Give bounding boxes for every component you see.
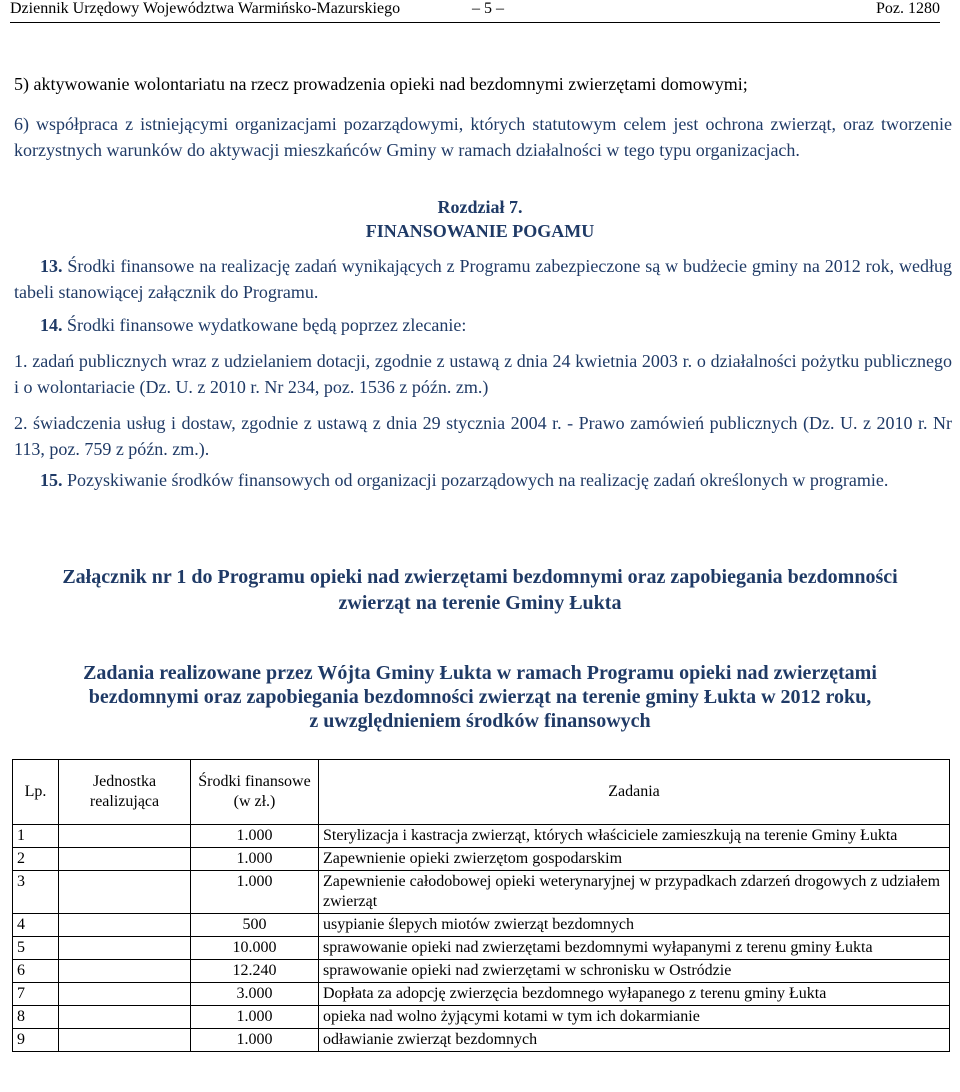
table-row xyxy=(13,960,950,983)
paragraph-13 xyxy=(14,253,952,305)
paragraph-13-text: Środki finansowe na realizację zadań wynikających z Programu zabezpieczone są w budżecie gminy na 2012 rok, według tabeli stanowiącej załącznik do Programu. xyxy=(14,256,952,302)
paragraph-14-text: Środki finansowe wydatkowane będą poprzez zlecanie: xyxy=(67,315,467,335)
cell-lp: 1 xyxy=(13,825,59,848)
chapter-number: Rozdział 7. xyxy=(437,197,523,217)
cell-task: sprawowanie opieki nad zwierzętami bezdomnymi wyłapanymi z terenu gminy Łukta xyxy=(319,937,950,960)
cell-lp: 7 xyxy=(13,983,59,1006)
attachment-subtitle-line-3: z uwzględnieniem środków finansowych xyxy=(309,710,651,732)
header-unit: Jednostka realizująca xyxy=(59,760,191,825)
cell-unit xyxy=(59,871,191,914)
header-funds: Środki finansowe (w zł.) xyxy=(191,760,319,825)
attachment-subtitle-line-2: bezdomnymi oraz zapobiegania bezdomności zwierząt na terenie gminy Łukta w 2012 roku, xyxy=(88,686,872,708)
paragraph-14 xyxy=(14,312,952,338)
position-number: Poz. 1280 xyxy=(876,0,940,17)
cell-unit xyxy=(59,825,191,848)
header-lp: Lp. xyxy=(13,760,59,825)
cell-task: Zapewnienie opieki zwierzętom gospodarskim xyxy=(319,848,950,871)
attachment-subtitle-line-1: Zadania realizowane przez Wójta Gminy Łukta w ramach Programu opieki nad zwierzętami xyxy=(83,662,877,684)
page-number: – 5 – xyxy=(472,0,504,17)
cell-unit xyxy=(59,983,191,1006)
cell-funds: 1.000 xyxy=(191,1029,319,1052)
cell-unit xyxy=(59,848,191,871)
cell-funds: 3.000 xyxy=(191,983,319,1006)
chapter-title: FINANSOWANIE POGAMU xyxy=(365,221,595,241)
table-row xyxy=(13,871,950,914)
cell-task: usypianie ślepych miotów zwierząt bezdomnych xyxy=(319,914,950,937)
table-row xyxy=(13,983,950,1006)
cell-funds: 1.000 xyxy=(191,825,319,848)
table-row xyxy=(13,1006,950,1029)
cell-unit xyxy=(59,960,191,983)
paragraph-13-number: 13. xyxy=(40,256,63,276)
cell-task: Sterylizacja i kastracja zwierząt, których właściciele zamieszkują na terenie Gminy Łukta xyxy=(319,825,950,848)
attachment-title-line-2: zwierząt na terenie Gminy Łukta xyxy=(338,592,622,614)
header-tasks: Zadania xyxy=(319,760,950,825)
cell-funds: 12.240 xyxy=(191,960,319,983)
item-6: 6) współpraca z istniejącymi organizacjami pozarządowymi, których statutowym celem jest ochrona zwierząt, oraz tworzenie korzystnych warunków do aktywacji mieszkańców Gminy w ramach działalności w tego typu organizacjach. xyxy=(14,114,952,160)
cell-funds: 1.000 xyxy=(191,871,319,914)
table-row xyxy=(13,914,950,937)
cell-task: sprawowanie opieki nad zwierzętami w schronisku w Ostródzie xyxy=(319,960,950,983)
cell-lp: 4 xyxy=(13,914,59,937)
list-item-1: 1. zadań publicznych wraz z udzielaniem dotacji, zgodnie z ustawą z dnia 24 kwietnia 2003 r. o działalności pożytku publicznego i o wolontariacie (Dz. U. z 2010 r. Nr 234, poz. 1536 z późn. zm.) xyxy=(14,351,952,397)
paragraph-14-number: 14. xyxy=(40,315,63,335)
paragraph-15 xyxy=(14,467,952,493)
cell-task: opieka nad wolno żyjącymi kotami w tym ich dokarmianie xyxy=(319,1006,950,1029)
cell-lp: 9 xyxy=(13,1029,59,1052)
table-row xyxy=(13,825,950,848)
attachment-title-line-1: Załącznik nr 1 do Programu opieki nad zwierzętami bezdomnymi oraz zapobiegania bezdomności xyxy=(62,566,898,588)
cell-lp: 2 xyxy=(13,848,59,871)
cell-lp: 6 xyxy=(13,960,59,983)
cell-unit xyxy=(59,1006,191,1029)
cell-task: odławianie zwierząt bezdomnych xyxy=(319,1029,950,1052)
table-row xyxy=(13,937,950,960)
funding-table xyxy=(12,759,950,1052)
item-5: 5) aktywowanie wolontariatu na rzecz prowadzenia opieki nad bezdomnymi zwierzętami domowymi; xyxy=(14,74,748,94)
cell-funds: 1.000 xyxy=(191,1006,319,1029)
cell-funds: 500 xyxy=(191,914,319,937)
cell-lp: 5 xyxy=(13,937,59,960)
table-row xyxy=(13,848,950,871)
cell-lp: 3 xyxy=(13,871,59,914)
page-header xyxy=(10,0,940,23)
cell-unit xyxy=(59,914,191,937)
list-item-2: 2. świadczenia usług i dostaw, zgodnie z ustawą z dnia 29 stycznia 2004 r. - Prawo zamówień publicznych (Dz. U. z 2010 r. Nr 113, poz. 759 z późn. zm.). xyxy=(14,413,952,459)
cell-task: Zapewnienie całodobowej opieki weterynaryjnej w przypadkach zdarzeń drogowych z udziałem zwierząt xyxy=(319,871,950,914)
table-row xyxy=(13,1029,950,1052)
cell-funds: 1.000 xyxy=(191,848,319,871)
journal-title: Dziennik Urzędowy Województwa Warmińsko-Mazurskiego xyxy=(10,0,401,17)
table-header-row xyxy=(13,760,950,825)
cell-unit xyxy=(59,937,191,960)
cell-unit xyxy=(59,1029,191,1052)
paragraph-15-number: 15. xyxy=(40,470,63,490)
cell-task: Dopłata za adopcję zwierzęcia bezdomnego wyłapanego z terenu gminy Łukta xyxy=(319,983,950,1006)
cell-lp: 8 xyxy=(13,1006,59,1029)
paragraph-15-text: Pozyskiwanie środków finansowych od organizacji pozarządowych na realizację zadań określonych w programie. xyxy=(67,470,889,490)
cell-funds: 10.000 xyxy=(191,937,319,960)
